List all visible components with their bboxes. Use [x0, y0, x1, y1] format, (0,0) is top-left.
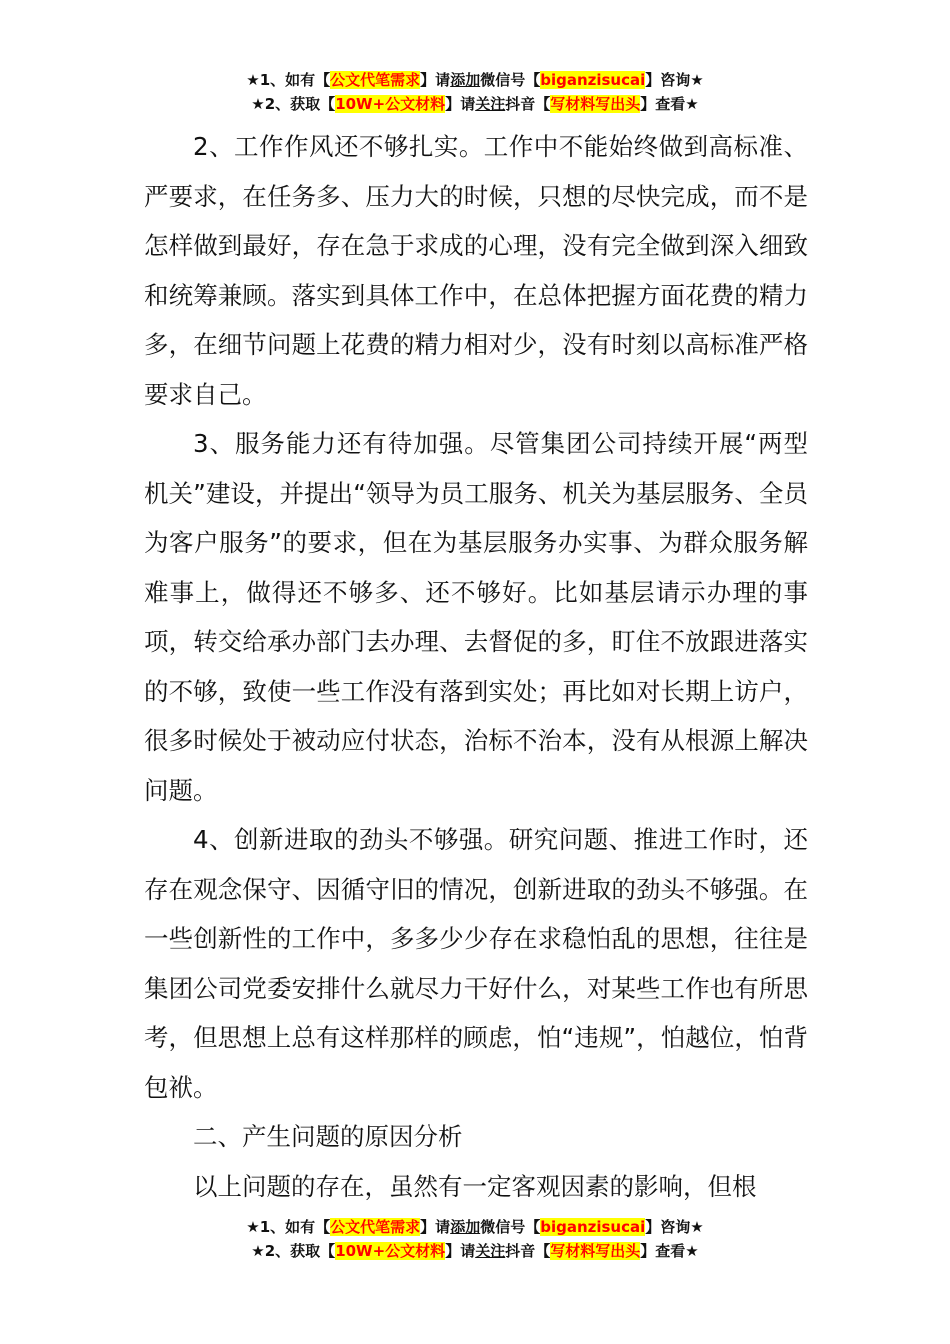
banner-text: 】查看★ — [640, 1242, 699, 1260]
banner-underlined-text: 关注 — [475, 1242, 506, 1260]
paragraph-innovation: 4、创新进取的劲头不够强。研究问题、推进工作时，还存在观念保守、因循守旧的情况，创新进取的劲头不够强。在一些创新性的工作中，多多少少存在求稳怕乱的思想，往往是集团公司党委安排什么就尽力干好什么，对某些工作也有所思考，但思想上总有这样那样的顾虑，怕“违规”，怕越位，怕背包袱。 — [144, 825, 808, 1102]
banner-highlight: 10W+公文材料 — [335, 1242, 446, 1260]
banner-highlight: biganzisucai — [540, 71, 646, 89]
banner-text: 抖音【 — [505, 1242, 551, 1260]
paragraph-work-style: 2、工作作风还不够扎实。工作中不能始终做到高标准、严要求，在任务多、压力大的时候，只想的尽快完成，而不是怎样做到最好，存在急于求成的心理，没有完全做到深入细致和统筹兼顾。落实到具体工作中，在总体把握方面花费的精力多，在细节问题上花费的精力相对少，没有时刻以高标准严格要求自己。 — [144, 132, 808, 409]
paragraph-service-ability: 3、服务能力还有待加强。尽管集团公司持续开展“两型机关”建设，并提出“领导为员工服务、机关为基层服务、全员为客户服务”的要求，但在为基层服务办实事、为群众服务解难事上，做得还不够多、还不够好。比如基层请示办理的事项，转交给承办部门去办理、去督促的多，盯住不放跟进落实的不够，致使一些工作没有落到实处；再比如对长期上访户，很多时候处于被动应付状态，治标不治本，没有从根源上解决问题。 — [144, 429, 808, 805]
banner-text: 】咨询★ — [645, 1218, 704, 1236]
banner-text: 微信号【 — [480, 1218, 541, 1236]
banner-text: 抖音【 — [505, 95, 551, 113]
banner-text: ★1、如有【 — [246, 71, 331, 89]
paragraph-cause-intro: 以上问题的存在，虽然有一定客观因素的影响，但根 — [193, 1171, 757, 1201]
banner-text: 】请 — [420, 1218, 451, 1236]
banner-text: 】请 — [445, 1242, 476, 1260]
banner-highlight: 公文代笔需求 — [330, 71, 421, 89]
banner-line-2 — [0, 1239, 950, 1263]
banner-line-2 — [0, 92, 950, 116]
document-body — [144, 122, 808, 1211]
banner-underlined-text: 添加 — [450, 71, 481, 89]
banner-highlight: 10W+公文材料 — [335, 95, 446, 113]
banner-text: 】咨询★ — [645, 71, 704, 89]
banner-text: 】查看★ — [640, 95, 699, 113]
banner-text: ★2、获取【 — [251, 95, 336, 113]
banner-text: ★2、获取【 — [251, 1242, 336, 1260]
banner-line-1 — [0, 1215, 950, 1239]
banner-highlight: biganzisucai — [540, 1218, 646, 1236]
banner-underlined-text: 关注 — [475, 95, 506, 113]
banner-text: 微信号【 — [480, 71, 541, 89]
banner-line-1 — [0, 68, 950, 92]
banner-text: 】请 — [445, 95, 476, 113]
banner-highlight: 公文代笔需求 — [330, 1218, 421, 1236]
section-heading-cause-analysis: 二、产生问题的原因分析 — [193, 1122, 463, 1151]
header-banner — [0, 68, 950, 116]
banner-highlight: 写材料写出头 — [550, 1242, 641, 1260]
banner-text: ★1、如有【 — [246, 1218, 331, 1236]
footer-banner — [0, 1215, 950, 1263]
banner-underlined-text: 添加 — [450, 1218, 481, 1236]
banner-text: 】请 — [420, 71, 451, 89]
banner-highlight: 写材料写出头 — [550, 95, 641, 113]
